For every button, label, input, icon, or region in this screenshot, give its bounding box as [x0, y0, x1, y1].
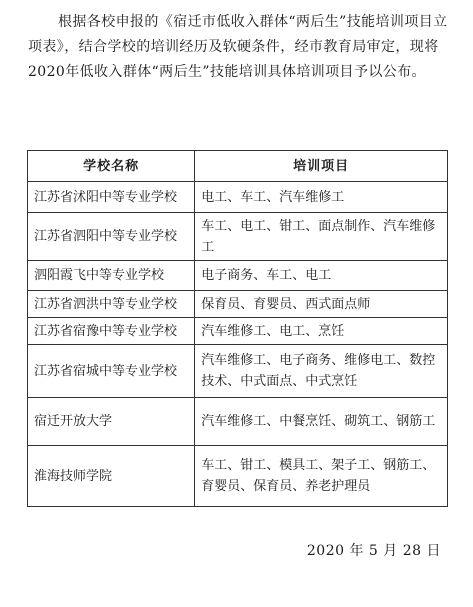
projects-cell: 车工、钳工、模具工、架子工、钢筋工、育婴员、保育员、养老护理员 — [195, 446, 448, 507]
table-row — [28, 345, 448, 398]
projects-cell: 汽车维修工、电子商务、维修电工、数控技术、中式面点、中式烹饪 — [195, 345, 448, 398]
table-row — [28, 291, 448, 318]
projects-cell: 汽车维修工、电工、烹饪 — [195, 318, 448, 345]
publication-date: 2020 年 5 月 28 日 — [306, 543, 441, 559]
projects-cell: 电工、车工、汽车维修工 — [195, 182, 448, 213]
projects-cell: 车工、电工、钳工、面点制作、汽车维修工 — [195, 213, 448, 261]
table-row — [28, 398, 448, 446]
table-row — [28, 318, 448, 345]
school-cell: 宿迁开放大学 — [28, 398, 195, 446]
school-cell: 淮海技师学院 — [28, 446, 195, 507]
header-training-projects: 培训项目 — [195, 151, 448, 182]
table-row — [28, 213, 448, 261]
school-cell: 江苏省沭阳中等专业学校 — [28, 182, 195, 213]
training-projects-table — [27, 150, 448, 507]
announcement-paragraph: 根据各校申报的《宿迁市低收入群体“两后生”技能培训项目立项表》，结合学校的培训经历及软硬条件，经市教育局审定，现将2020年低收入群体“两后生”技能培训具体培训项目予以公布。 — [28, 14, 448, 80]
header-school-name: 学校名称 — [28, 151, 195, 182]
school-cell: 江苏省宿豫中等专业学校 — [28, 318, 195, 345]
table-row — [28, 261, 448, 291]
table-header-row — [28, 151, 448, 182]
school-cell: 泗阳霞飞中等专业学校 — [28, 261, 195, 291]
projects-cell: 汽车维修工、中餐烹饪、砌筑工、钢筋工 — [195, 398, 448, 446]
school-cell: 江苏省泗洪中等专业学校 — [28, 291, 195, 318]
school-cell: 江苏省泗阳中等专业学校 — [28, 213, 195, 261]
school-cell: 江苏省宿城中等专业学校 — [28, 345, 195, 398]
table-row — [28, 446, 448, 507]
table-row — [28, 182, 448, 213]
projects-cell: 保育员、育婴员、西式面点师 — [195, 291, 448, 318]
projects-cell: 电子商务、车工、电工 — [195, 261, 448, 291]
